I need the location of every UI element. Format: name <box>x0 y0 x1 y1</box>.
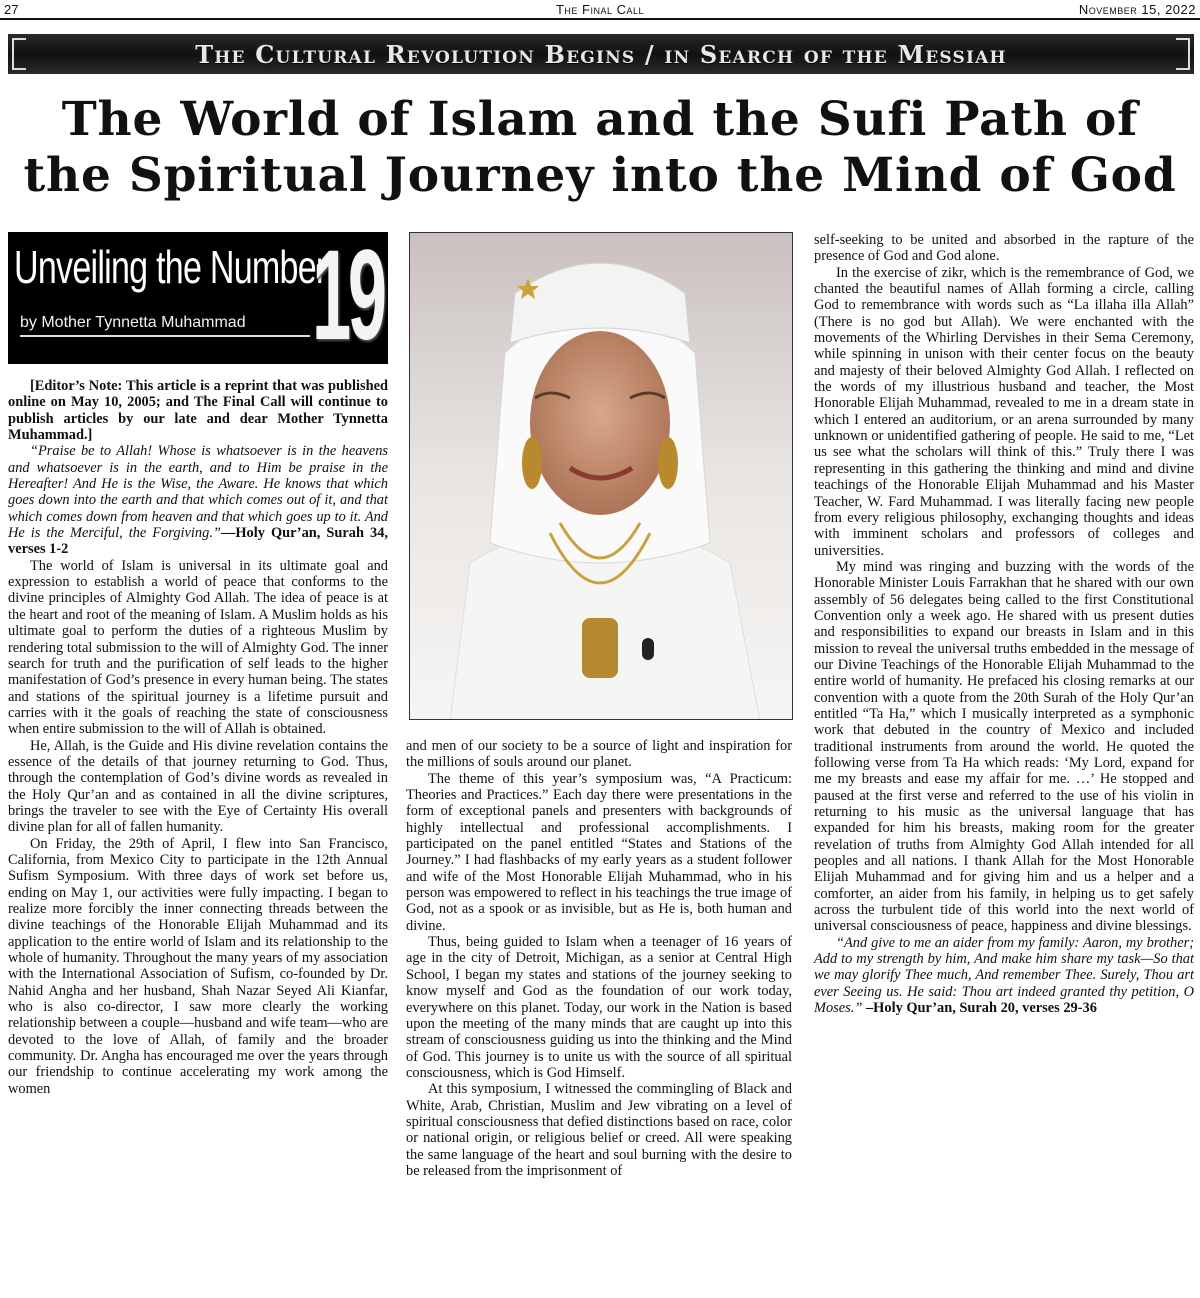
article-column-1 <box>8 378 388 1097</box>
issue-date: November 15, 2022 <box>1078 2 1196 17</box>
publication-name: The Final Call <box>555 2 645 17</box>
closing-quote-source: –Holy Qur’an, Surah 20, verses 29-36 <box>865 1000 1097 1017</box>
paragraph-6: At this symposium, I witnessed the commingling of Black and White, Arab, Christian, Muslim and Jew vibrating on a level of spiritual consciousness that defied distinctions based on race, color or national origin, or religious belief or creed. All were speaking the same language of the heart and soul burning with the desire to be released from the imprisonment of <box>406 1081 792 1179</box>
paragraph-3-continued: and men of our society to be a source of light and inspiration for the millions of souls around our planet. <box>406 738 792 771</box>
page-header <box>0 0 1200 20</box>
article-column-2 <box>406 738 792 1179</box>
byline: by Mother Tynnetta Muhammad <box>20 314 246 331</box>
banner-ornament-right-icon <box>1176 38 1190 70</box>
portrait-illustration-icon <box>410 233 793 720</box>
banner-text: The Cultural Revolution Begins / in Search of the Messiah <box>195 39 1007 69</box>
paragraph-7: In the exercise of zikr, which is the remembrance of God, we chanted the beautiful names of Allah forming a circle, calling God to remembrance with words such as “La illaha illa Allah” (There is no god but Allah). We were enchanted with the movements of the Whirling Dervishes in their Sema Ceremony, while spinning in unison with their center focus on the beauty and majesty of their beloved Almighty God Allah. I reflected on the words of my illustrious husband and teacher, the Most Honorable Elijah Muhammad, revealed to me in a dream state in which I entered an auditorium, or an arena surrounded by many unknown or unidentified gathering of people. He said to me, “Let us see what the scholars will think of this.” Truly there I was representing in this gathering the thinking and mind and divine teachings of the Honorable Elijah Muhammad and his Master Teacher, W. Fard Muhammad. I was literally facing new people from every religious philosophy, exchanging thoughts and ideas with imminent scholars and professors of colleges and universities. <box>814 264 1194 559</box>
editors-note: [Editor’s Note: This article is a reprint that was published online on May 10, 2005; and The Final Call will continue to publish articles by our late and dear Mother Tynnetta Muhammad.] <box>8 378 388 444</box>
page-number: 27 <box>4 2 19 17</box>
paragraph-8: My mind was ringing and buzzing with the words of the Honorable Minister Louis Farrakhan that he shared with our own assembly of 56 delegates being called to the first Constitutional Convention only a week ago. He shared with us present duties and responsibilities to expand our breasts in Islam and in this mission to reveal the universal truths embedded in the message of our Divine Teachings of the Honorable Elijah Muhammad to the entire world of humanity. He prefaced his closing remarks at our convention with a quote from the 20th Surah of the Holy Qur’an entitled “Ta Ha,” which I musically interpreted as a symphonic work that debuted in the country of Mexico and included traditional instruments from around the world. He quoted the following verse from Ta Ha which reads: ‘My Lord, expand for me my breasts and ease my affair for me. …’ He stopped and paused at the first verse and referred to the use of his violin in returning to his music as the universal language that has expanded for him his breasts, making room for the greater revelation of truths from Almighty God Allah intended for all peoples and all nations. I thank Allah for the Most Honorable Elijah Muhammad and for giving him and us a helper and a comforter, an aider from his family, in helping us to get safely across the turbulent tide of this world into the next world of universal consciousness of peace, happiness and divine blessings. <box>814 558 1194 935</box>
portrait-photo <box>409 232 793 720</box>
paragraph-4: The theme of this year’s symposium was, “A Practicum: Theories and Practices.” Each day there were presentations in the form of exceptional panels and presenters with backgrounds of highly intellectual and professional accomplishments. I participated on the panel entitled “States and Stations of the Journey.” I had flashbacks of my early years as a student follower and wife of the Most Honorable Elijah Muhammad, who in his person was empowered to reflect in his teachings the true image of God, not as a spook or as invisible, but as He is, both human and divine. <box>406 770 792 934</box>
column-title: Unveiling the Number <box>14 241 327 293</box>
opening-quote <box>8 443 388 557</box>
headline-line-2: the Spiritual Journey into the Mind of God <box>23 148 1177 203</box>
paragraph-3: On Friday, the 29th of April, I flew into San Francisco, California, from Mexico City to participate in the 12th Annual Sufism Symposium. With three days of work set before us, ending on May 1, our activities were fully impacting. I began to realize more forcibly the inner connecting threads between the divine teachings of the Honorable Elijah Muhammad and its application to the entire world of Islam and its relationship to the whole of humanity. Throughout the many years of my association with the International Association of Sufism, co-founded by Dr. Nahid Angha and her husband, Shah Nazar Seyed Ali Kianfar, who is also co-director, I saw more clearly the working relationship between a couple—husband and wife team—who are devoted to the love of Allah, of family and the broader community. Dr. Angha has encouraged me over the years through our friendship to continue accelerating my work among the women <box>8 835 388 1097</box>
paragraph-1: The world of Islam is universal in its ultimate goal and expression to establish a world of peace that conforms to the divine principles of Almighty God Allah. The idea of peace is at the heart and root of the meaning of Islam. A Muslim holds as his ultimate goal to perform the duties of a righteous Muslim by rendering total submission to the will of Almighty God. The inner search for truth and the purification of self leads to the higher manifestation of God’s presence in every human being. The states and stations of the spiritual journey is a lifetime pursuit and carries with it the goals of reaching the state of consciousness when entire submission to the will of Allah is obtained. <box>8 557 388 738</box>
opening-quote-source: —Holy Qur’an, Surah 34, verses 1-2 <box>8 525 389 558</box>
byline-rule <box>20 335 310 337</box>
section-banner <box>8 34 1194 74</box>
closing-quote <box>814 935 1194 1017</box>
column-number: 19 <box>312 232 384 364</box>
paragraph-2: He, Allah, is the Guide and His divine revelation contains the essence of the details of that journey returning to God. Thus, through the contemplation of God’s divine words as revealed in the Holy Qur’an and as contained in all the divine scriptures, brings the traveler to see with the Eye of Certainty His overall divine plan for all of fallen humanity. <box>8 737 388 836</box>
column-logo <box>8 232 388 364</box>
headline-line-1: The World of Islam and the Sufi Path of <box>61 92 1139 147</box>
opening-quote-text: “Praise be to Allah! Whose is whatsoever is in the heavens and whatsoever is in the earth, and to Him be praise in the Hereafter! And He is the Wise, the Aware. He knows that which goes down into the earth and that which comes out of it, and that which comes down from heaven and that which goes up to it. And He is the Merciful, the Forgiving.” <box>8 443 388 542</box>
banner-ornament-left-icon <box>12 38 26 70</box>
closing-quote-text: “And give to me an aider from my family: Aaron, my brother; Add to my strength by him, And make him share my task—So that we may glorify Thee much, And remember Thee. Surely, Thou art ever Seeing us. He said: Thou art indeed granted thy petition, O Moses.” <box>814 934 1194 1017</box>
paragraph-6-continued: self-seeking to be united and absorbed in the rapture of the presence of God and God alone. <box>814 232 1194 265</box>
article-column-3 <box>814 232 1194 1017</box>
article-headline <box>0 92 1200 204</box>
paragraph-5: Thus, being guided to Islam when a teenager of 16 years of age in the city of Detroit, Michigan, as a senior at Central High School, I began my states and stations of the journey seeking to know myself and God as the foundation of our work today, everywhere on this planet. Today, our work in the Nation is based upon the meeting of the many minds that are caught up into this stream of consciousness guiding us into the thinking and the Mind of God. This journey is to unite us with the source of all spiritual consciousness, which is God Himself. <box>406 934 792 1081</box>
